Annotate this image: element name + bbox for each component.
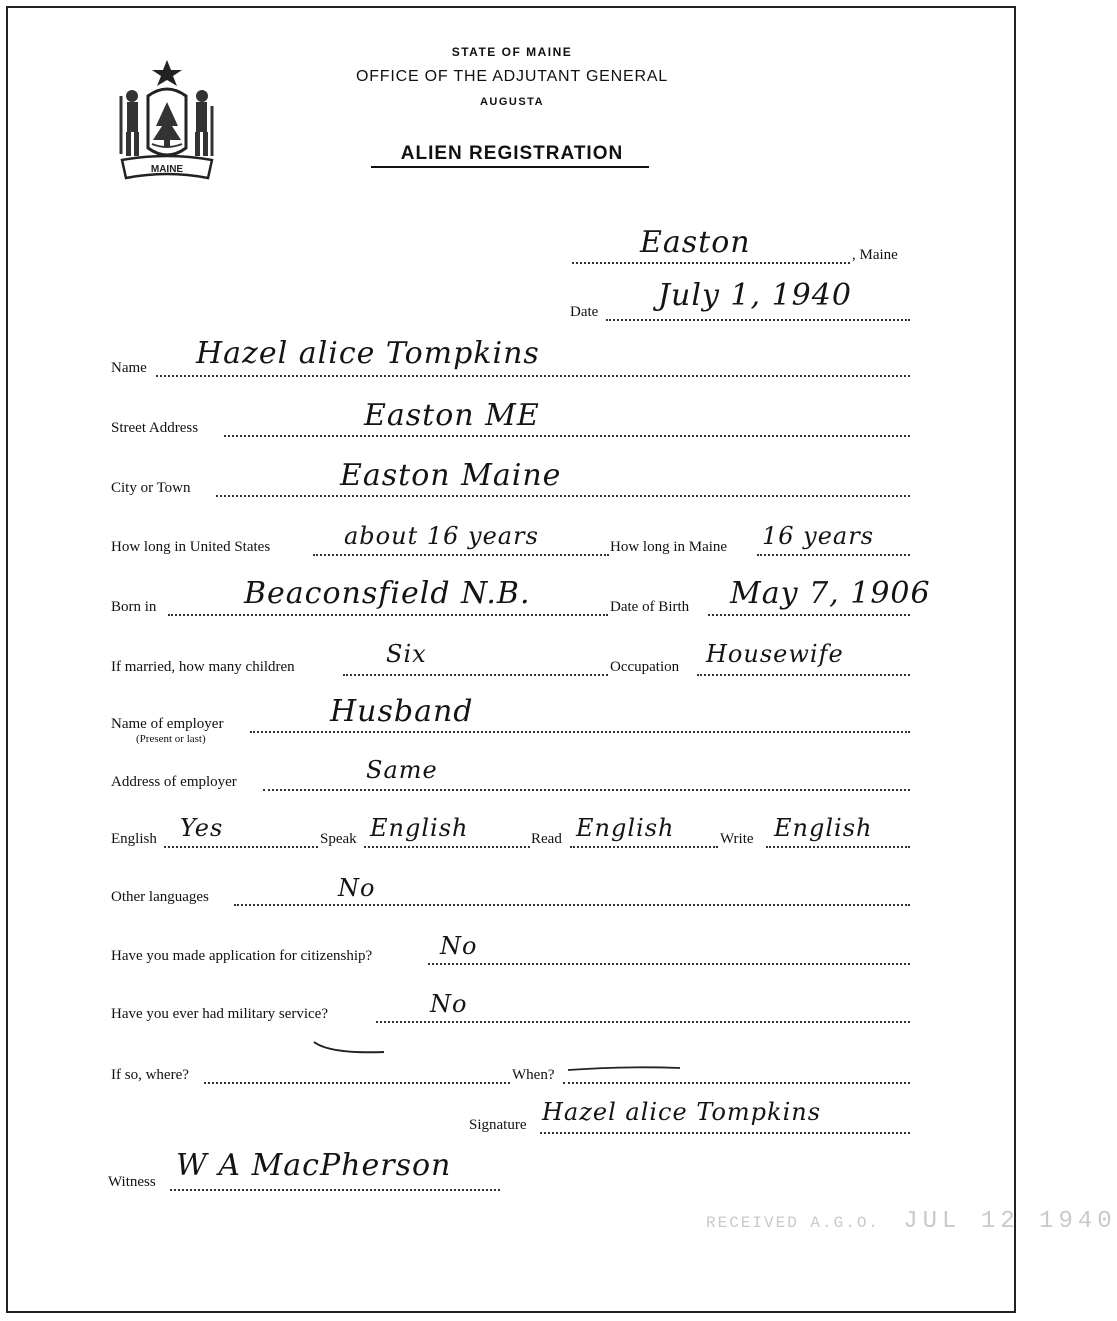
english-value: Yes [180,814,224,842]
seal-label: MAINE [150,164,184,175]
street-value: Easton ME [364,398,540,433]
street-label: Street Address [111,420,199,436]
header-city: AUGUSTA [479,96,545,108]
occupation-value: Housewife [706,640,844,668]
signature-value: Hazel alice Tompkins [542,1098,822,1126]
military-label: Have you ever had military service? [111,1006,328,1022]
where-label: If so, where? [111,1067,189,1083]
write-label: Write [720,831,754,847]
other-languages-value: No [338,874,376,902]
dob-label: Date of Birth [610,599,690,615]
children-label: If married, how many children [111,659,295,675]
date-label: Date [570,304,599,320]
dob-value: May 7, 1906 [730,576,931,611]
maine-duration-label: How long in Maine [610,539,728,555]
city-label: City or Town [111,480,191,496]
header-office: OFFICE OF THE ADJUTANT GENERAL [355,68,669,85]
speak-label: Speak [320,831,357,847]
witness-value: W A MacPherson [176,1148,452,1183]
employer-label: Name of employer [111,716,224,732]
title-underline [371,166,649,168]
born-label: Born in [111,599,157,615]
received-stamp [706,1208,1117,1235]
employer-address-value: Same [366,756,438,784]
town-value: Easton [640,225,751,260]
name-value: Hazel alice Tompkins [196,336,540,371]
us-duration-label: How long in United States [111,539,271,555]
children-value: Six [386,640,427,668]
maine-duration-value: 16 years [762,522,875,550]
name-label: Name [111,360,147,376]
other-languages-label: Other languages [111,889,209,905]
us-duration-value: about 16 years [344,522,539,550]
citizenship-label: Have you made application for citizenship? [111,948,373,964]
town-suffix: , Maine [852,247,898,263]
speak-value: English [370,814,469,842]
born-value: Beaconsfield N.B. [244,576,531,611]
english-label: English [111,831,157,847]
when-label: When? [512,1067,555,1083]
read-value: English [576,814,675,842]
military-value: No [430,990,468,1018]
stamp-date: JUL 12 1940 [903,1208,1117,1235]
write-value: English [774,814,873,842]
stamp-received-text: RECEIVED A.G.O. [706,1214,881,1232]
employer-value: Husband [330,694,474,729]
handwritten-dash [566,1062,686,1076]
occupation-label: Occupation [610,659,680,675]
employer-sublabel: (Present or last) [136,733,206,745]
employer-address-label: Address of employer [111,774,237,790]
handwritten-dash [310,1036,390,1060]
header-state: STATE OF MAINE [451,45,573,59]
signature-label: Signature [469,1117,527,1133]
date-value: July 1, 1940 [658,278,852,313]
read-label: Read [531,831,562,847]
citizenship-value: No [440,932,478,960]
city-value: Easton Maine [340,458,562,493]
witness-label: Witness [108,1174,156,1190]
form-title: ALIEN REGISTRATION [400,143,624,164]
